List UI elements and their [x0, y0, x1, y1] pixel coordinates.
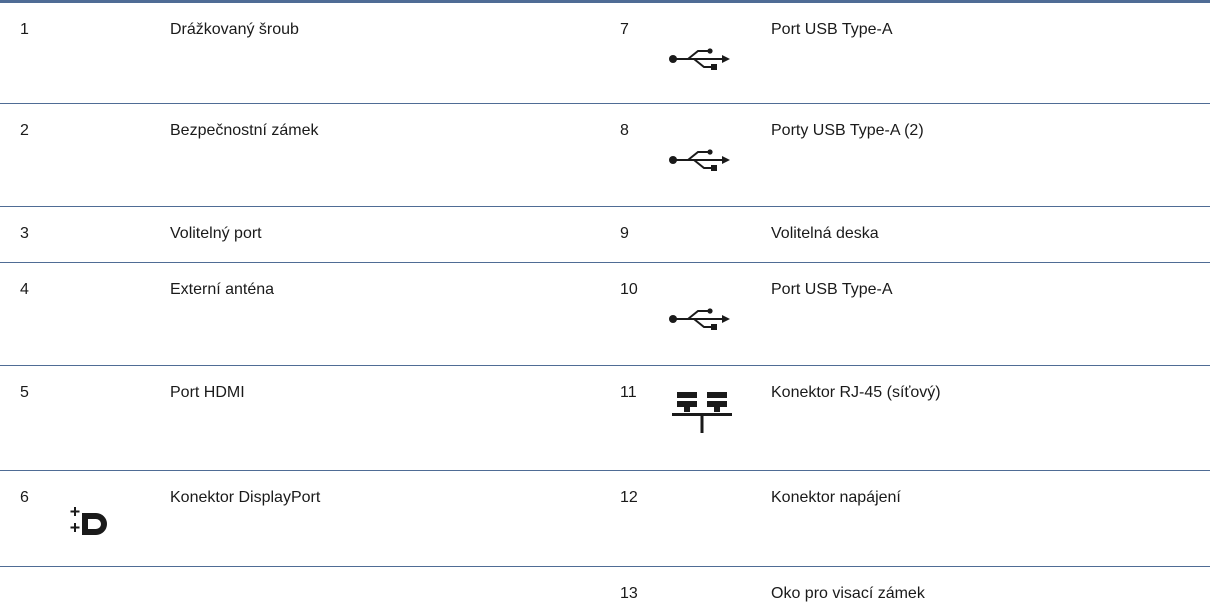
- item-description: Volitelná deska: [771, 225, 879, 242]
- item-description: Konektor DisplayPort: [170, 489, 321, 506]
- table-row: [0, 104, 1210, 207]
- item-number: 3: [20, 225, 29, 242]
- table-row: [0, 3, 1210, 104]
- item-number: 10: [620, 281, 638, 298]
- item-description: Porty USB Type-A (2): [771, 122, 924, 139]
- item-description: Drážkovaný šroub: [170, 21, 299, 38]
- item-description: Bezpečnostní zámek: [170, 122, 319, 139]
- item-number: 9: [620, 225, 629, 242]
- table-row: [0, 263, 1210, 366]
- item-description: Konektor napájení: [771, 489, 901, 506]
- item-description: Externí anténa: [170, 281, 275, 298]
- item-description: Volitelný port: [170, 225, 262, 242]
- table-row: [0, 567, 1210, 607]
- table-row: [0, 366, 1210, 471]
- table-row: [0, 471, 1210, 567]
- item-description: Konektor RJ-45 (síťový): [771, 384, 941, 401]
- item-description: Port USB Type-A: [771, 281, 893, 298]
- item-number: 7: [620, 21, 629, 38]
- item-number: 12: [620, 489, 638, 506]
- network-icon: [670, 390, 734, 434]
- item-description: Port USB Type-A: [771, 21, 893, 38]
- usb-icon: [668, 308, 730, 330]
- item-number: 11: [620, 384, 637, 401]
- item-number: 4: [20, 281, 29, 298]
- item-number: 2: [20, 122, 29, 139]
- item-number: 5: [20, 384, 29, 401]
- item-description: Port HDMI: [170, 384, 245, 401]
- item-description: Oko pro visací zámek: [771, 585, 925, 602]
- table-row: [0, 207, 1210, 263]
- item-number: 8: [620, 122, 629, 139]
- usb-icon: [668, 149, 730, 171]
- item-number: 13: [620, 585, 638, 602]
- displayport-icon: [70, 507, 110, 537]
- item-number: 1: [20, 21, 29, 38]
- usb-icon: [668, 48, 730, 70]
- item-number: 6: [20, 489, 29, 506]
